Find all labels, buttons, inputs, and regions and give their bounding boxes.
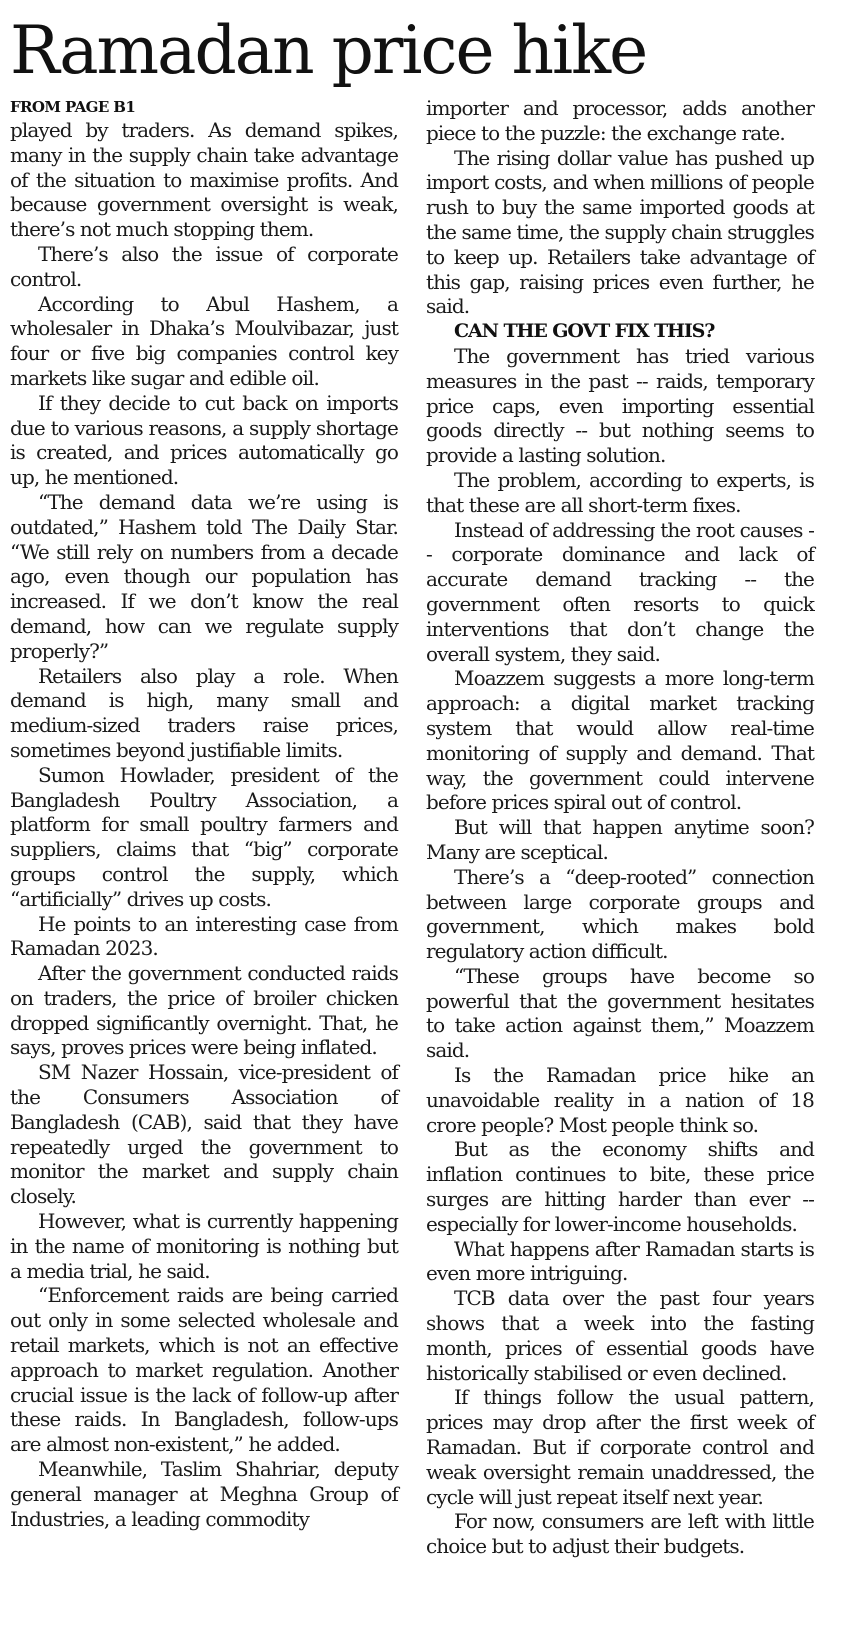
article-paragraph: The problem, according to experts, is that these are all short-term fixes.: [426, 467, 814, 517]
article-paragraph: If things follow the usual pattern, prices may drop after the first week of Ramadan. But if corporate control and weak oversight remain unaddressed, the cycle will just repeat itself next year.: [426, 1385, 814, 1509]
article-paragraph: TCB data over the past four years shows that a week into the fasting month, prices of essential goods have historically stabilised or even declined.: [426, 1286, 814, 1385]
article-paragraph: Moazzem suggests a more long-term approach: a digital market tracking system that would allow real-time monitoring of supply and demand. That way, the government could intervene before prices spiral out of control.: [426, 666, 814, 815]
article-paragraph: For now, consumers are left with little choice but to adjust their budgets.: [426, 1509, 814, 1559]
right-column-body: [426, 96, 814, 1559]
article-paragraph: There’s a “deep-rooted” connection between large corporate groups and government, which makes bold regulatory action difficult.: [426, 864, 814, 964]
article-paragraph: What happens after Ramadan starts is even more intriguing.: [426, 1236, 814, 1286]
article-paragraph: SM Nazer Hossain, vice-president of the Consumers Association of Bangladesh (CAB), said that they have repeatedly urged the government to monitor the market and supply chain closely.: [10, 1060, 398, 1209]
article-column-right: [426, 96, 814, 1559]
article-paragraph: The rising dollar value has pushed up import costs, and when millions of people rush to buy the same imported goods at the same time, the supply chain struggles to keep up. Retailers take advantage of this gap, raising prices even further, he said.: [426, 145, 814, 319]
article-paragraph: Retailers also play a role. When demand is high, many small and medium-sized traders raise prices, sometimes beyond justifiable limits.: [10, 663, 398, 762]
left-column-body: [10, 118, 398, 1531]
jump-line-from-page: FROM PAGE B1: [10, 98, 136, 116]
article-paragraph: “The demand data we’re using is outdated,” Hashem told The Daily Star. “We still rely on numbers from a decade ago, even though our population has increased. If we don’t know the real demand, how can we regulate supply properly?”: [10, 489, 398, 663]
article-paragraph: Meanwhile, Taslim Shahriar, deputy general manager at Meghna Group of Industries, a leading commodity: [10, 1457, 398, 1531]
article-paragraph: He points to an interesting case from Ramadan 2023.: [10, 911, 398, 961]
article-paragraph: According to Abul Hashem, a wholesaler in Dhaka’s Moulvibazar, just four or five big companies control key markets like sugar and edible oil.: [10, 291, 398, 390]
article-paragraph: “Enforcement raids are being carried out only in some selected wholesale and retail markets, which is not an effective approach to market regulation. Another crucial issue is the lack of follow-up after these raids. In Bangladesh, follow-ups are almost non-existent,” he added.: [10, 1283, 398, 1457]
article-column-left: [10, 96, 398, 1531]
article-paragraph: However, what is currently happening in the name of monitoring is nothing but a media trial, he said.: [10, 1209, 398, 1283]
article-paragraph: importer and processor, adds another piece to the puzzle: the exchange rate.: [426, 96, 814, 145]
article-paragraph: “These groups have become so powerful that the government hesitates to take action against them,” Moazzem said.: [426, 963, 814, 1063]
article-paragraph: But as the economy shifts and inflation continues to bite, these price surges are hitting harder than ever -- especially for lower-income households.: [426, 1137, 814, 1236]
article-paragraph: There’s also the issue of corporate control.: [10, 241, 398, 291]
section-subhead: CAN THE GOVT FIX THIS?: [454, 320, 715, 343]
article-paragraph: After the government conducted raids on traders, the price of broiler chicken dropped significantly overnight. That, he says, proves prices were being inflated.: [10, 961, 398, 1060]
headline: Ramadan price hike: [10, 12, 647, 89]
article-paragraph: The government has tried various measures in the past -- raids, temporary price caps, even importing essential goods directly -- but nothing seems to provide a lasting solution.: [426, 343, 814, 468]
article-paragraph: If they decide to cut back on imports due to various reasons, a supply shortage is created, and prices automatically go up, he mentioned.: [10, 390, 398, 490]
article-paragraph: played by traders. As demand spikes, many in the supply chain take advantage of the situation to maximise profits. And because government oversight is weak, there’s not much stopping them.: [10, 118, 398, 242]
article-paragraph: Is the Ramadan price hike an unavoidable reality in a nation of 18 crore people? Most people think so.: [426, 1063, 814, 1137]
article-paragraph: Instead of addressing the root causes -- corporate dominance and lack of accurate demand tracking -- the government often resorts to quick interventions that don’t change the overall system, they said.: [426, 517, 814, 666]
article-paragraph: But will that happen anytime soon? Many are sceptical.: [426, 815, 814, 864]
article-paragraph: Sumon Howlader, president of the Bangladesh Poultry Association, a platform for small poultry farmers and suppliers, claims that “big” corporate groups control the supply, which “artificially” drives up costs.: [10, 762, 398, 911]
